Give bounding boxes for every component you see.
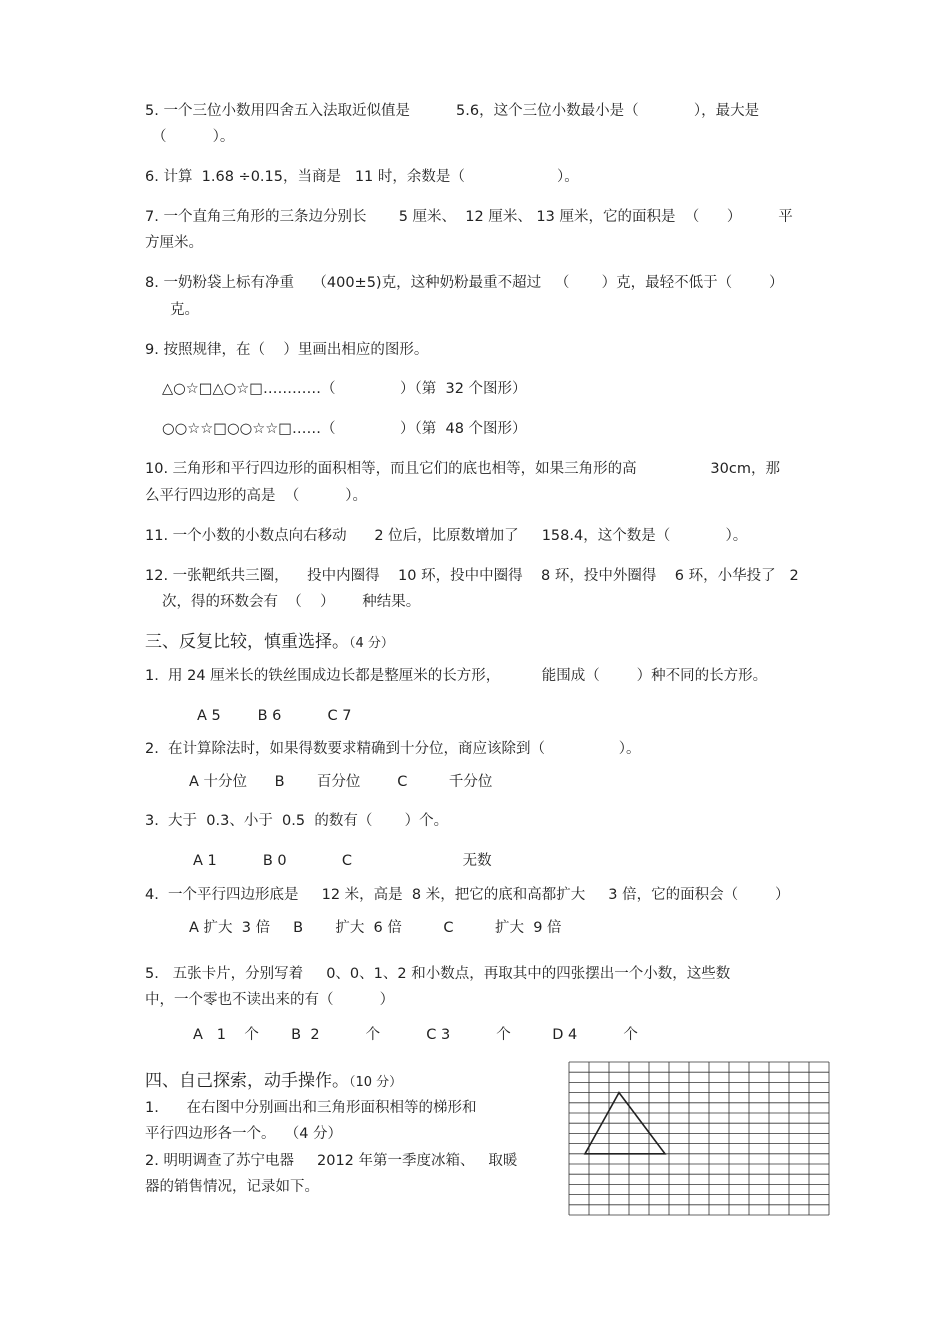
choice-q1: 1. 用 24 厘米长的铁丝围成边长都是整厘米的长方形， 能围成（ ）种不同的长方形。	[145, 668, 768, 684]
q8-line2: 克。	[170, 302, 199, 318]
q12-line2: 次，得的环数会有 （ ） 种结果。	[162, 594, 421, 610]
choice-q5-line2: 中，一个零也不读出来的有（ ）	[145, 992, 395, 1008]
choice-q4-options: A 扩大 3 倍 B 扩大 6 倍 C 扩大 9 倍	[189, 920, 562, 936]
operate-q2-line2: 器的销售情况，记录如下。	[145, 1179, 319, 1195]
q8-line1: 8. 一奶粉袋上标有净重 （400±5)克，这种奶粉最重不超过 （ ）克，最轻不低于（ ）	[145, 275, 784, 291]
operate-q1-line2: 平行四边形各一个。 （4 分）	[145, 1126, 343, 1142]
choice-q2-options: A 十分位 B 百分位 C 千分位	[189, 774, 493, 790]
q9-pattern-1: △○☆□△○☆□…………（ ）（第 32 个图形）	[162, 381, 527, 397]
section-three-heading	[145, 632, 394, 654]
q9-line1: 9. 按照规律，在（ ）里画出相应的图形。	[145, 342, 429, 358]
q9-pattern-2: ○○☆☆□○○☆☆□……（ ）（第 48 个图形）	[162, 421, 527, 437]
q7-line1: 7. 一个直角三角形的三条边分别长 5 厘米、 12 厘米、 13 厘米，它的面积是 （ ） 平	[145, 209, 793, 225]
choice-q5-options: A 1 个 B 2 个 C 3 个 D 4 个	[193, 1027, 638, 1043]
q7-line2: 方厘米。	[145, 235, 203, 251]
q12-line1: 12. 一张靶纸共三圈， 投中内圈得 10 环，投中中圈得 8 环，投中外圈得 6 环，小华投了 2	[145, 568, 799, 584]
q10-line1: 10. 三角形和平行四边形的面积相等，而且它们的底也相等，如果三角形的高 30cm，那	[145, 461, 780, 477]
choice-q4: 4. 一个平行四边形底是 12 米，高是 8 米，把它的底和高都扩大 3 倍，它的面积会（ ）	[145, 887, 790, 903]
choice-q3: 3. 大于 0.3、小于 0.5 的数有（ ）个。	[145, 813, 449, 829]
section-four-score: （10 分）	[349, 1075, 403, 1090]
q11-line1: 11. 一个小数的小数点向右移动 2 位后，比原数增加了 158.4，这个数是（ ）。	[145, 528, 748, 544]
q5-line2: （ ）。	[152, 129, 235, 145]
choice-q3-options: A 1 B 0 C 无数	[193, 853, 492, 869]
section-three-score: （4 分）	[349, 636, 394, 651]
q6-line1: 6. 计算 1.68 ÷0.15，当商是 11 时，余数是（ ）。	[145, 169, 579, 185]
q10-line2: 么平行四边形的高是 （ ）。	[145, 488, 368, 504]
choice-q5-line1: 5. 五张卡片，分别写着 0、0、1、2 和小数点，再取其中的四张摆出一个小数，这些数	[145, 966, 731, 982]
choice-q2: 2. 在计算除法时，如果得数要求精确到十分位，商应该除到（ ）。	[145, 741, 641, 757]
section-three-title: 三、反复比较，慎重选择。	[145, 632, 349, 652]
section-four-heading	[145, 1071, 402, 1093]
square-grid-with-triangle	[568, 1061, 830, 1216]
section-four-title: 四、自己探索，动手操作。	[145, 1071, 349, 1091]
operate-q1-line1: 1. 在右图中分别画出和三角形面积相等的梯形和	[145, 1100, 477, 1116]
operate-q2-line1: 2. 明明调查了苏宁电器 2012 年第一季度冰箱、 取暖	[145, 1153, 518, 1169]
q5-line1: 5. 一个三位小数用四舍五入法取近似值是 5.6，这个三位小数最小是（ ），最大是	[145, 103, 760, 119]
choice-q1-options: A 5 B 6 C 7	[197, 708, 352, 724]
